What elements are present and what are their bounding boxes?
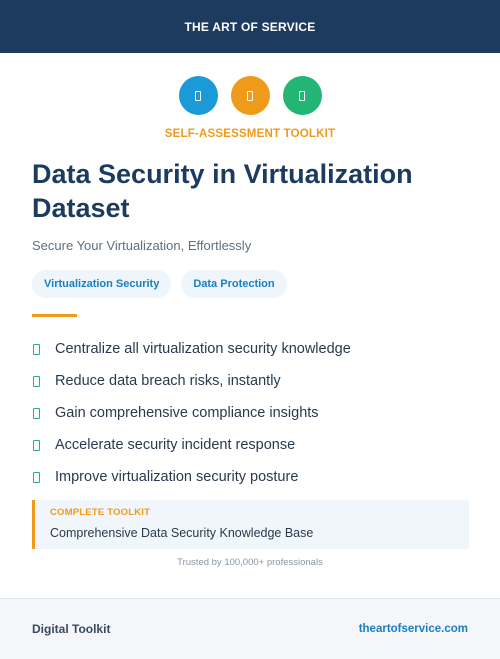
tag-list [32,270,287,298]
callout-text: Comprehensive Data Security Knowledge Base [50,526,314,540]
website-link[interactable]: theartofservice.com [358,623,468,635]
feature-text: Gain comprehensive compliance insights [55,405,319,421]
callout-label: COMPLETE TOOLKIT [50,507,151,518]
feature-item [32,397,351,429]
check-icon [33,344,40,355]
footer-label: Digital Toolkit [32,622,111,636]
feature-list [32,333,351,493]
feature-item [32,461,351,493]
kicker-label: SELF-ASSESSMENT TOOLKIT [164,128,336,140]
feature-text: Reduce data breach risks, instantly [55,373,281,389]
lock-icon [231,76,270,115]
check-icon [33,472,40,483]
page-subtitle: Secure Your Virtualization, Effortlessly [32,238,252,253]
trust-note: Trusted by 100,000+ professionals [177,557,323,568]
feature-text: Centralize all virtualization security knowledge [55,341,351,357]
tag-virtualization-security: Virtualization Security [32,270,171,298]
feature-item [32,365,351,397]
shield-icon [179,76,218,115]
feature-item [32,429,351,461]
tag-data-protection: Data Protection [181,270,286,298]
database-icon [283,76,322,115]
header-bar [0,0,500,53]
feature-text: Improve virtualization security posture [55,469,299,485]
feature-text: Accelerate security incident response [55,437,296,453]
feature-item [32,333,351,365]
toolkit-callout [32,500,469,549]
accent-divider [32,314,77,317]
footer-bar [0,598,500,659]
check-icon [33,376,40,387]
icon-row [0,76,500,115]
check-icon [33,440,40,451]
check-icon [33,408,40,419]
brand-name: THE ART OF SERVICE [184,19,316,34]
page-title: Data Security in Virtualization Dataset [32,159,413,223]
